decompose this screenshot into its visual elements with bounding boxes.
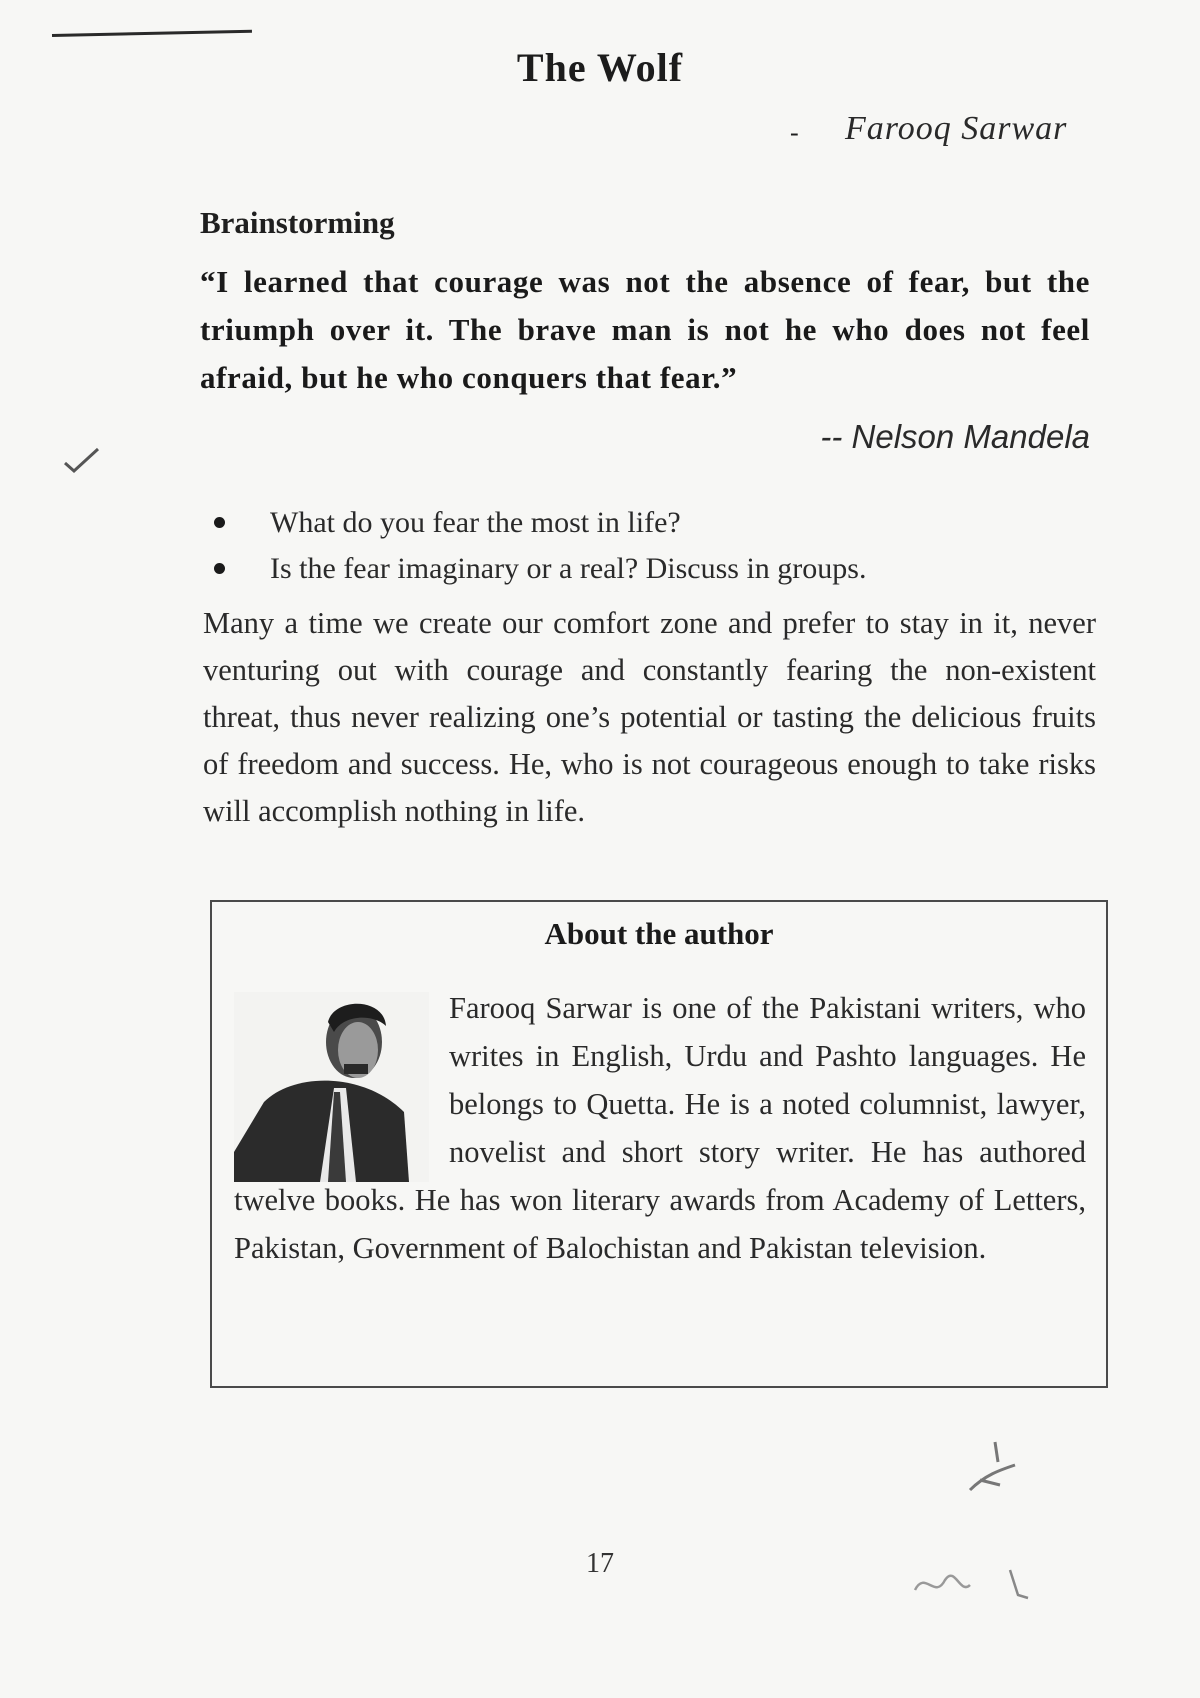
author-bio-text: Farooq Sarwar is one of the Pakistani writers, who writes in English, Urdu and Pashto languages. He belongs to Quetta. He is a noted columnist, lawyer, novelist and short story writer. He has authored twelve books. He has won literary awards from Academy of Letters, Pakistan, Government of Balochistan and Pakistan television. bbox=[234, 991, 1086, 1265]
question-item bbox=[210, 500, 866, 546]
quote-attribution: -- Nelson Mandela bbox=[820, 418, 1090, 455]
mandela-quote: “I learned that courage was not the absence of fear, but the triumph over it. The brave man is not he who does not feel afraid, but he who conquers that fear.” bbox=[200, 264, 1090, 395]
author-dash: - bbox=[790, 118, 799, 147]
pencil-scribble-icon bbox=[910, 1560, 1030, 1610]
question-text: What do you fear the most in life? bbox=[270, 506, 681, 539]
question-text: Is the fear imaginary or a real? Discuss in groups. bbox=[270, 552, 867, 585]
page-number: 17 bbox=[586, 1548, 614, 1579]
pencil-checkmark-icon bbox=[62, 445, 102, 475]
pencil-scribble-icon bbox=[960, 1440, 1020, 1500]
question-item bbox=[210, 546, 866, 592]
top-rule bbox=[52, 30, 252, 37]
brainstorming-heading: Brainstorming bbox=[200, 205, 395, 240]
discussion-questions bbox=[210, 500, 866, 592]
chapter-author: Farooq Sarwar bbox=[845, 110, 1068, 147]
bullet-icon bbox=[214, 563, 225, 574]
author-bio bbox=[234, 984, 1086, 1272]
bullet-icon bbox=[214, 517, 225, 528]
intro-paragraph: Many a time we create our comfort zone and prefer to stay in it, never venturing out with courage and constantly fearing the non-existent threat, thus never realizing one’s potential or tasting the delicious fruits of freedom and success. He, who is not courageous enough to take risks will accomplish nothing in life. bbox=[203, 606, 1096, 828]
about-author-heading: About the author bbox=[544, 916, 774, 951]
about-author-box bbox=[210, 900, 1108, 1388]
chapter-title: The Wolf bbox=[516, 45, 684, 90]
